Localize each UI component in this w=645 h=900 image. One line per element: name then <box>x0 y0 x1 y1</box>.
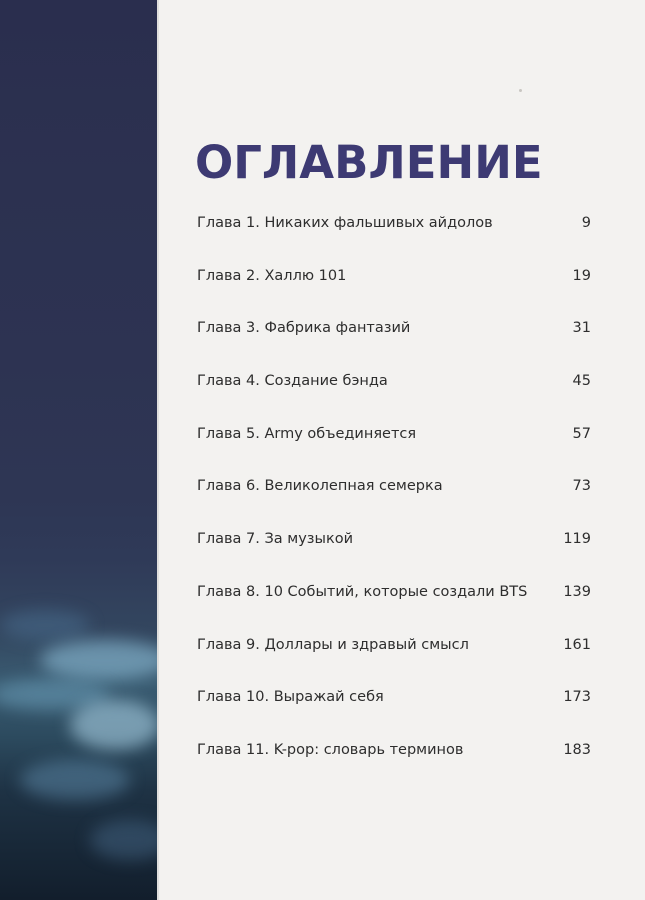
toc-entry[interactable] <box>197 632 591 685</box>
toc-entry[interactable] <box>197 315 591 368</box>
toc-entry-page: 183 <box>563 741 591 758</box>
toc-entry-page: 45 <box>572 373 591 390</box>
toc-entry-page: 139 <box>563 583 591 600</box>
light-blur <box>40 640 157 680</box>
toc-entry-title: Глава 7. За музыкой <box>197 531 354 548</box>
toc-entry-title: Глава 4. Создание бэнда <box>197 373 388 390</box>
toc-entry[interactable] <box>197 421 591 474</box>
toc-entry-page: 57 <box>572 425 591 442</box>
toc-entry[interactable] <box>197 368 591 421</box>
toc-entry-title: Глава 9. Доллары и здравый смысл <box>197 636 469 653</box>
light-blur <box>20 760 130 800</box>
toc-entry-page: 119 <box>563 531 591 548</box>
toc-entry-page: 161 <box>563 636 591 653</box>
toc-entry[interactable] <box>197 210 591 263</box>
toc-entry[interactable] <box>197 526 591 579</box>
toc-entry-title: Глава 2. Халлю 101 <box>197 267 347 284</box>
light-blur <box>0 610 90 640</box>
toc-entry-page: 9 <box>581 215 591 231</box>
cover-photo-strip <box>0 0 157 900</box>
toc-entry[interactable] <box>197 579 591 632</box>
toc-entry[interactable] <box>197 684 591 737</box>
page-edge <box>157 0 159 900</box>
toc-entry-page: 31 <box>572 320 591 337</box>
toc-entry-title: Глава 3. Фабрика фантазий <box>197 320 411 337</box>
toc-entry-page: 173 <box>563 689 591 706</box>
light-blur <box>90 820 157 860</box>
toc-entry-title: Глава 5. Army объединяется <box>197 425 417 442</box>
page-title: ОГЛАВЛЕНИЕ <box>195 136 543 189</box>
toc-entry-title: Глава 1. Никаких фальшивых айдолов <box>197 215 493 231</box>
toc-entry-title: Глава 8. 10 Событий, которые создали BTS <box>197 583 528 600</box>
toc-entry-page: 73 <box>572 478 591 495</box>
toc-entry-page: 19 <box>572 267 591 284</box>
toc-entry[interactable] <box>197 263 591 316</box>
toc-entry-title: Глава 6. Великолепная семерка <box>197 478 443 495</box>
toc-entry-title: Глава 10. Выражай себя <box>197 689 384 706</box>
toc-entry[interactable] <box>197 737 591 790</box>
toc-entry[interactable] <box>197 473 591 526</box>
toc-entry-title: Глава 11. K-pop: словарь терминов <box>197 741 464 758</box>
light-blur <box>70 700 157 750</box>
table-of-contents <box>197 210 591 790</box>
paper-speck <box>519 89 522 92</box>
